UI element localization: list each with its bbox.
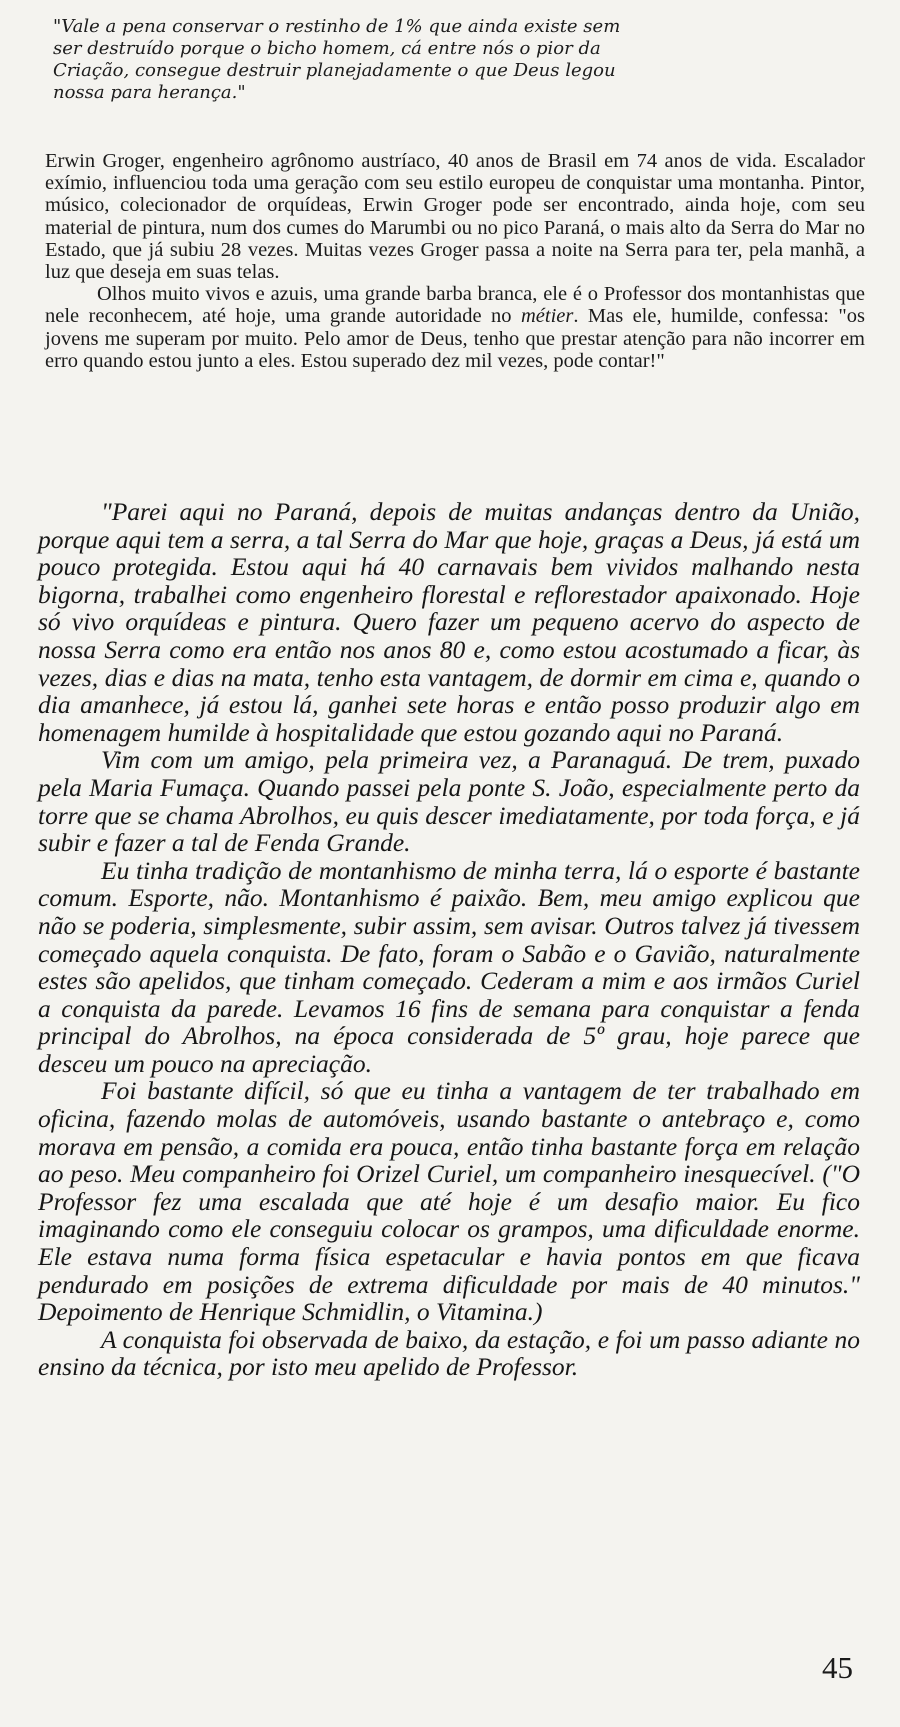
quote-paragraph-3: Eu tinha tradição de montanhismo de minha terra, lá o esporte é bastante comum. Esporte, não. Montanhismo é paixão. Bem, meu amigo explicou que não se poderia, simplesmente, subir assim, sem avisar. Outros talvez já tivessem começado aquela conquista. De fato, foram o Sabão e o Gavião, naturalmente estes são apelidos, que tinham começado. Cederam a mim e aos irmãos Curiel a conquista da parede. Levamos 16 fins de semana para conquistar a fenda principal do Abrolhos, na época considerada de 5º grau, hoje parece que desceu um pouco na apreciação.: [38, 855, 860, 1078]
intro-section: [45, 150, 865, 372]
epigraph-quote: "Vale a pena conservar o restinho de 1% que ainda existe sem ser destruído porque o bicho homem, cá entre nós o pior da Criação, consegue destruir planejadamente o que Deus legou nossa para herança.": [53, 16, 621, 103]
quote-paragraph-2: Vim com um amigo, pela primeira vez, a Paranaguá. De trem, puxado pela Maria Fumaça. Quando passei pela ponte S. João, especialmente perto da torre que se chama Abrolhos, eu quis descer imediatamente, por toda força, e já subir e fazer a tal de Fenda Grande.: [38, 745, 860, 858]
metier-term: métier: [520, 305, 574, 328]
intro-paragraph-2-end: . Mas ele, humilde, confessa: "os jovens me superam por muito. Pelo amor de Deus, tenho que prestar atenção para não incorrer em erro quando estou junto a eles. Estou superado dez mil vezes, pode contar!": [45, 305, 866, 372]
intro-paragraph-2-start: Olhos muito vivos e azuis, uma grande barba branca, ele é o Professor dos montanhistas que nele reconhecem, até hoje, uma grande autoridade no: [45, 283, 865, 328]
intro-paragraph-2: [45, 283, 865, 372]
page-number: 45: [822, 1650, 853, 1685]
quote-paragraph-1: "Parei aqui no Paraná, depois de muitas andanças dentro da União, porque aqui tem a serra, a tal Serra do Mar que hoje, graças a Deus, já está um pouco protegida. Estou aqui há 40 carnavais bem vividos malhando nesta bigorna, trabalhei como engenheiro florestal e reflorestador apaixonado. Hoje só vivo orquídeas e pintura. Quero fazer um pequeno acervo do aspecto de nossa Serra como era então nos anos 80 e, como estou acostumado a ficar, às vezes, dias e dias na mata, tenho esta vantagem, de dormir em cima e, quando o dia amanhece, já estou lá, ganhei sete horas e então posso produzir algo em homenagem humilde à hospitalidade que estou gozando aqui no Paraná.: [38, 497, 860, 747]
testimony-quote: [38, 498, 860, 1381]
quote-paragraph-5: A conquista foi observada de baixo, da estação, e foi um passo adiante no ensino da técnica, por isto meu apelido de Professor.: [38, 1324, 860, 1382]
quote-paragraph-4: Foi bastante difícil, só que eu tinha a vantagem de ter trabalhado em oficina, fazendo molas de automóveis, usando bastante o antebraço e, como morava em pensão, a comida era pouca, então tinha bastante força em relação ao peso. Meu companheiro foi Orizel Curiel, um companheiro inesquecível. ("O Professor fez uma escalada que até hoje é um desafio maior. Eu fico imaginando como ele conseguiu colocar os grampos, uma dificuldade enorme. Ele estava numa forma física espetacular e havia pontos em que ficava pendurado em posições de extrema dificuldade por mais de 40 minutos." Depoimento de Henrique Schmidlin, o Vitamina.): [38, 1076, 860, 1327]
intro-paragraph-1: Erwin Groger, engenheiro agrônomo austríaco, 40 anos de Brasil em 74 anos de vida. Escalador exímio, influenciou toda uma geração com seu estilo europeu de conquistar uma montanha. Pintor, músico, colecionador de orquídeas, Erwin Groger pode ser encontrado, ainda hoje, com seu material de pintura, num dos cumes do Marumbi ou no pico Paraná, o mais alto da Serra do Mar no Estado, que já subiu 28 vezes. Muitas vezes Groger passa a noite na Serra para ter, pela manhã, a luz que deseja em suas telas.: [45, 150, 865, 284]
